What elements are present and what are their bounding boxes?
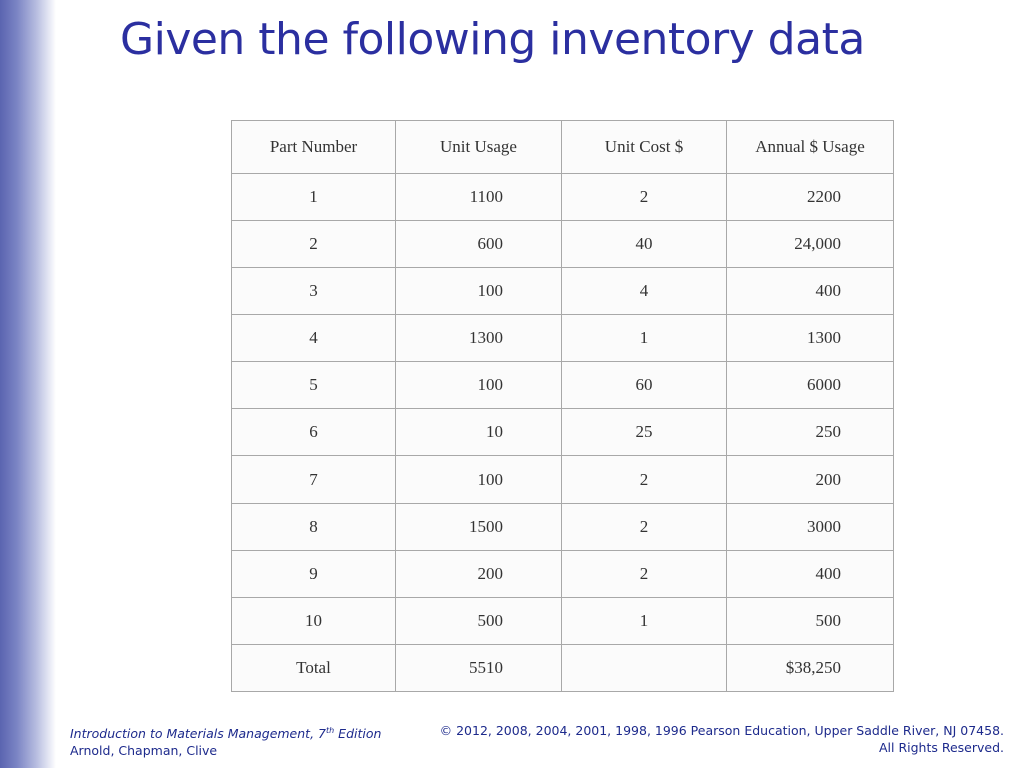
slide-title: Given the following inventory data bbox=[120, 14, 865, 65]
cell-unit-cost: 1 bbox=[562, 315, 727, 362]
cell-annual-usage: 3000 bbox=[727, 503, 894, 550]
footer-citation bbox=[70, 722, 381, 759]
copyright-line: © 2012, 2008, 2004, 2001, 1998, 1996 Pearson Education, Upper Saddle River, NJ 07458. bbox=[439, 723, 1004, 738]
cell-unit-usage: 500 bbox=[396, 597, 562, 644]
total-label: Total bbox=[232, 644, 396, 691]
cell-part-number: 6 bbox=[232, 409, 396, 456]
cell-unit-usage: 100 bbox=[396, 362, 562, 409]
cell-annual-usage: 250 bbox=[727, 409, 894, 456]
cell-part-number: 4 bbox=[232, 315, 396, 362]
cell-annual-usage: 200 bbox=[727, 456, 894, 503]
cell-unit-usage: 600 bbox=[396, 221, 562, 268]
cell-unit-usage: 200 bbox=[396, 550, 562, 597]
table-row bbox=[232, 268, 894, 315]
header-unit-cost: Unit Cost $ bbox=[562, 121, 727, 174]
table-row bbox=[232, 456, 894, 503]
total-unit-cost bbox=[562, 644, 727, 691]
slide-side-gradient bbox=[0, 0, 56, 768]
cell-annual-usage: 24,000 bbox=[727, 221, 894, 268]
cell-unit-cost: 60 bbox=[562, 362, 727, 409]
cell-annual-usage: 2200 bbox=[727, 174, 894, 221]
footer-authors: Arnold, Chapman, Clive bbox=[70, 743, 218, 759]
cell-unit-usage: 1500 bbox=[396, 503, 562, 550]
header-annual-usage: Annual $ Usage bbox=[727, 121, 894, 174]
edition-word: Edition bbox=[334, 726, 382, 742]
table-row bbox=[232, 315, 894, 362]
table-row bbox=[232, 503, 894, 550]
cell-part-number: 3 bbox=[232, 268, 396, 315]
header-unit-usage: Unit Usage bbox=[396, 121, 562, 174]
cell-part-number: 9 bbox=[232, 550, 396, 597]
cell-unit-cost: 2 bbox=[562, 550, 727, 597]
cell-unit-usage: 1300 bbox=[396, 315, 562, 362]
cell-unit-cost: 4 bbox=[562, 268, 727, 315]
cell-part-number: 10 bbox=[232, 597, 396, 644]
cell-part-number: 1 bbox=[232, 174, 396, 221]
cell-unit-cost: 2 bbox=[562, 456, 727, 503]
total-unit-usage: 5510 bbox=[396, 644, 562, 691]
footer-book-title bbox=[70, 722, 381, 742]
footer-copyright bbox=[440, 722, 1004, 756]
cell-unit-cost: 40 bbox=[562, 221, 727, 268]
cell-unit-cost: 1 bbox=[562, 597, 727, 644]
cell-unit-cost: 25 bbox=[562, 409, 727, 456]
cell-annual-usage: 400 bbox=[727, 268, 894, 315]
cell-unit-cost: 2 bbox=[562, 174, 727, 221]
cell-annual-usage: 500 bbox=[727, 597, 894, 644]
rights-line: All Rights Reserved. bbox=[878, 740, 1004, 755]
table-row bbox=[232, 597, 894, 644]
table-row bbox=[232, 174, 894, 221]
edition-superscript: th bbox=[325, 726, 335, 735]
table-row bbox=[232, 221, 894, 268]
cell-part-number: 5 bbox=[232, 362, 396, 409]
cell-part-number: 2 bbox=[232, 221, 396, 268]
cell-part-number: 8 bbox=[232, 503, 396, 550]
table-header-row bbox=[232, 121, 894, 174]
cell-unit-usage: 100 bbox=[396, 268, 562, 315]
cell-unit-usage: 1100 bbox=[396, 174, 562, 221]
cell-annual-usage: 6000 bbox=[727, 362, 894, 409]
table-row bbox=[232, 409, 894, 456]
table-row bbox=[232, 362, 894, 409]
cell-unit-usage: 10 bbox=[396, 409, 562, 456]
cell-unit-usage: 100 bbox=[396, 456, 562, 503]
inventory-table bbox=[231, 120, 894, 692]
table-total-row bbox=[232, 644, 894, 691]
header-part-number: Part Number bbox=[232, 121, 396, 174]
book-title-text: Introduction to Materials Management, 7 bbox=[70, 726, 326, 742]
cell-annual-usage: 400 bbox=[727, 550, 894, 597]
cell-annual-usage: 1300 bbox=[727, 315, 894, 362]
total-annual-usage: $38,250 bbox=[727, 644, 894, 691]
cell-unit-cost: 2 bbox=[562, 503, 727, 550]
cell-part-number: 7 bbox=[232, 456, 396, 503]
table-row bbox=[232, 550, 894, 597]
